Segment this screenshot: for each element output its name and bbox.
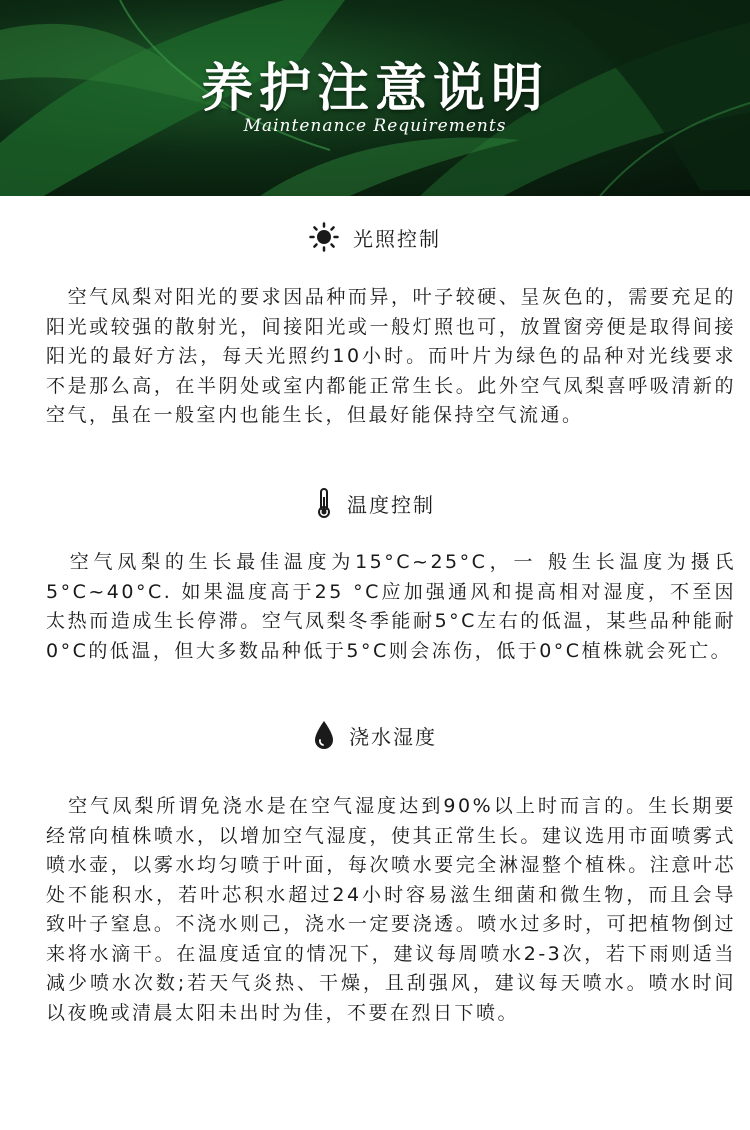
- section-body-light: [46, 283, 736, 431]
- paragraph: 空气凤梨对阳光的要求因品种而异，叶子较硬、呈灰色的，需要充足的阳光或较强的散射光，间接阳光或一般灯照也可，放置窗旁便是取得间接阳光的最好方法，每天光照约10小时。而叶片为绿色的品种对光线要求不是那么高，在半阴处或室内都能正常生长。此外空气凤梨喜呼吸清新的空气，虽在一般室内也能生长，但最好能保持空气流通。: [46, 286, 736, 426]
- sun-icon: [309, 222, 339, 252]
- thermometer-icon: [315, 487, 333, 519]
- section-body-water: [46, 792, 736, 1028]
- section-title: 浇水湿度: [349, 724, 437, 749]
- section-body-temperature: [46, 548, 736, 666]
- section-heading-temperature: [0, 487, 750, 519]
- header-banner: [0, 0, 750, 196]
- page-subtitle: Maintenance Requirements: [243, 116, 507, 136]
- paragraph: 空气凤梨所谓免浇水是在空气湿度达到90%以上时而言的。生长期要经常向植株喷水，以增加空气湿度，使其正常生长。建议选用市面喷雾式喷水壶，以雾水均匀喷于叶面，每次喷水要完全淋湿整个植株。注意叶芯处不能积水，若叶芯积水超过24小时容易滋生细菌和微生物，而且会导致叶子窒息。不浇水则己，浇水一定要浇透。喷水过多时，可把植物倒过来将水滴干。在温度适宜的情况下，建议每周喷水2-3次，若下雨则适当减少喷水次数;若天气炎热、干燥，且刮强风，建议每天喷水。喷水时间以夜晚或清晨太阳未出时为佳，不要在烈日下喷。: [46, 795, 736, 1024]
- section-heading-light: [0, 222, 750, 252]
- paragraph: 空气凤梨的生长最佳温度为15°C~25°C，一 般生长温度为摄氏5°C~40°C. 如果温度高于25 °C应加强通风和提高相对湿度，不至因太热而造成生长停滞。空气凤梨冬季能耐5°C左右的低温，某些品种能耐0°C的低温，但大多数品种低于5°C则会冻伤，低于0°C植株就会死亡。: [46, 551, 736, 662]
- section-heading-water: [0, 720, 750, 750]
- section-title: 温度控制: [347, 492, 435, 517]
- section-title: 光照控制: [353, 226, 441, 251]
- water-drop-icon: [313, 720, 335, 750]
- page-title: 养护注意说明: [200, 59, 549, 119]
